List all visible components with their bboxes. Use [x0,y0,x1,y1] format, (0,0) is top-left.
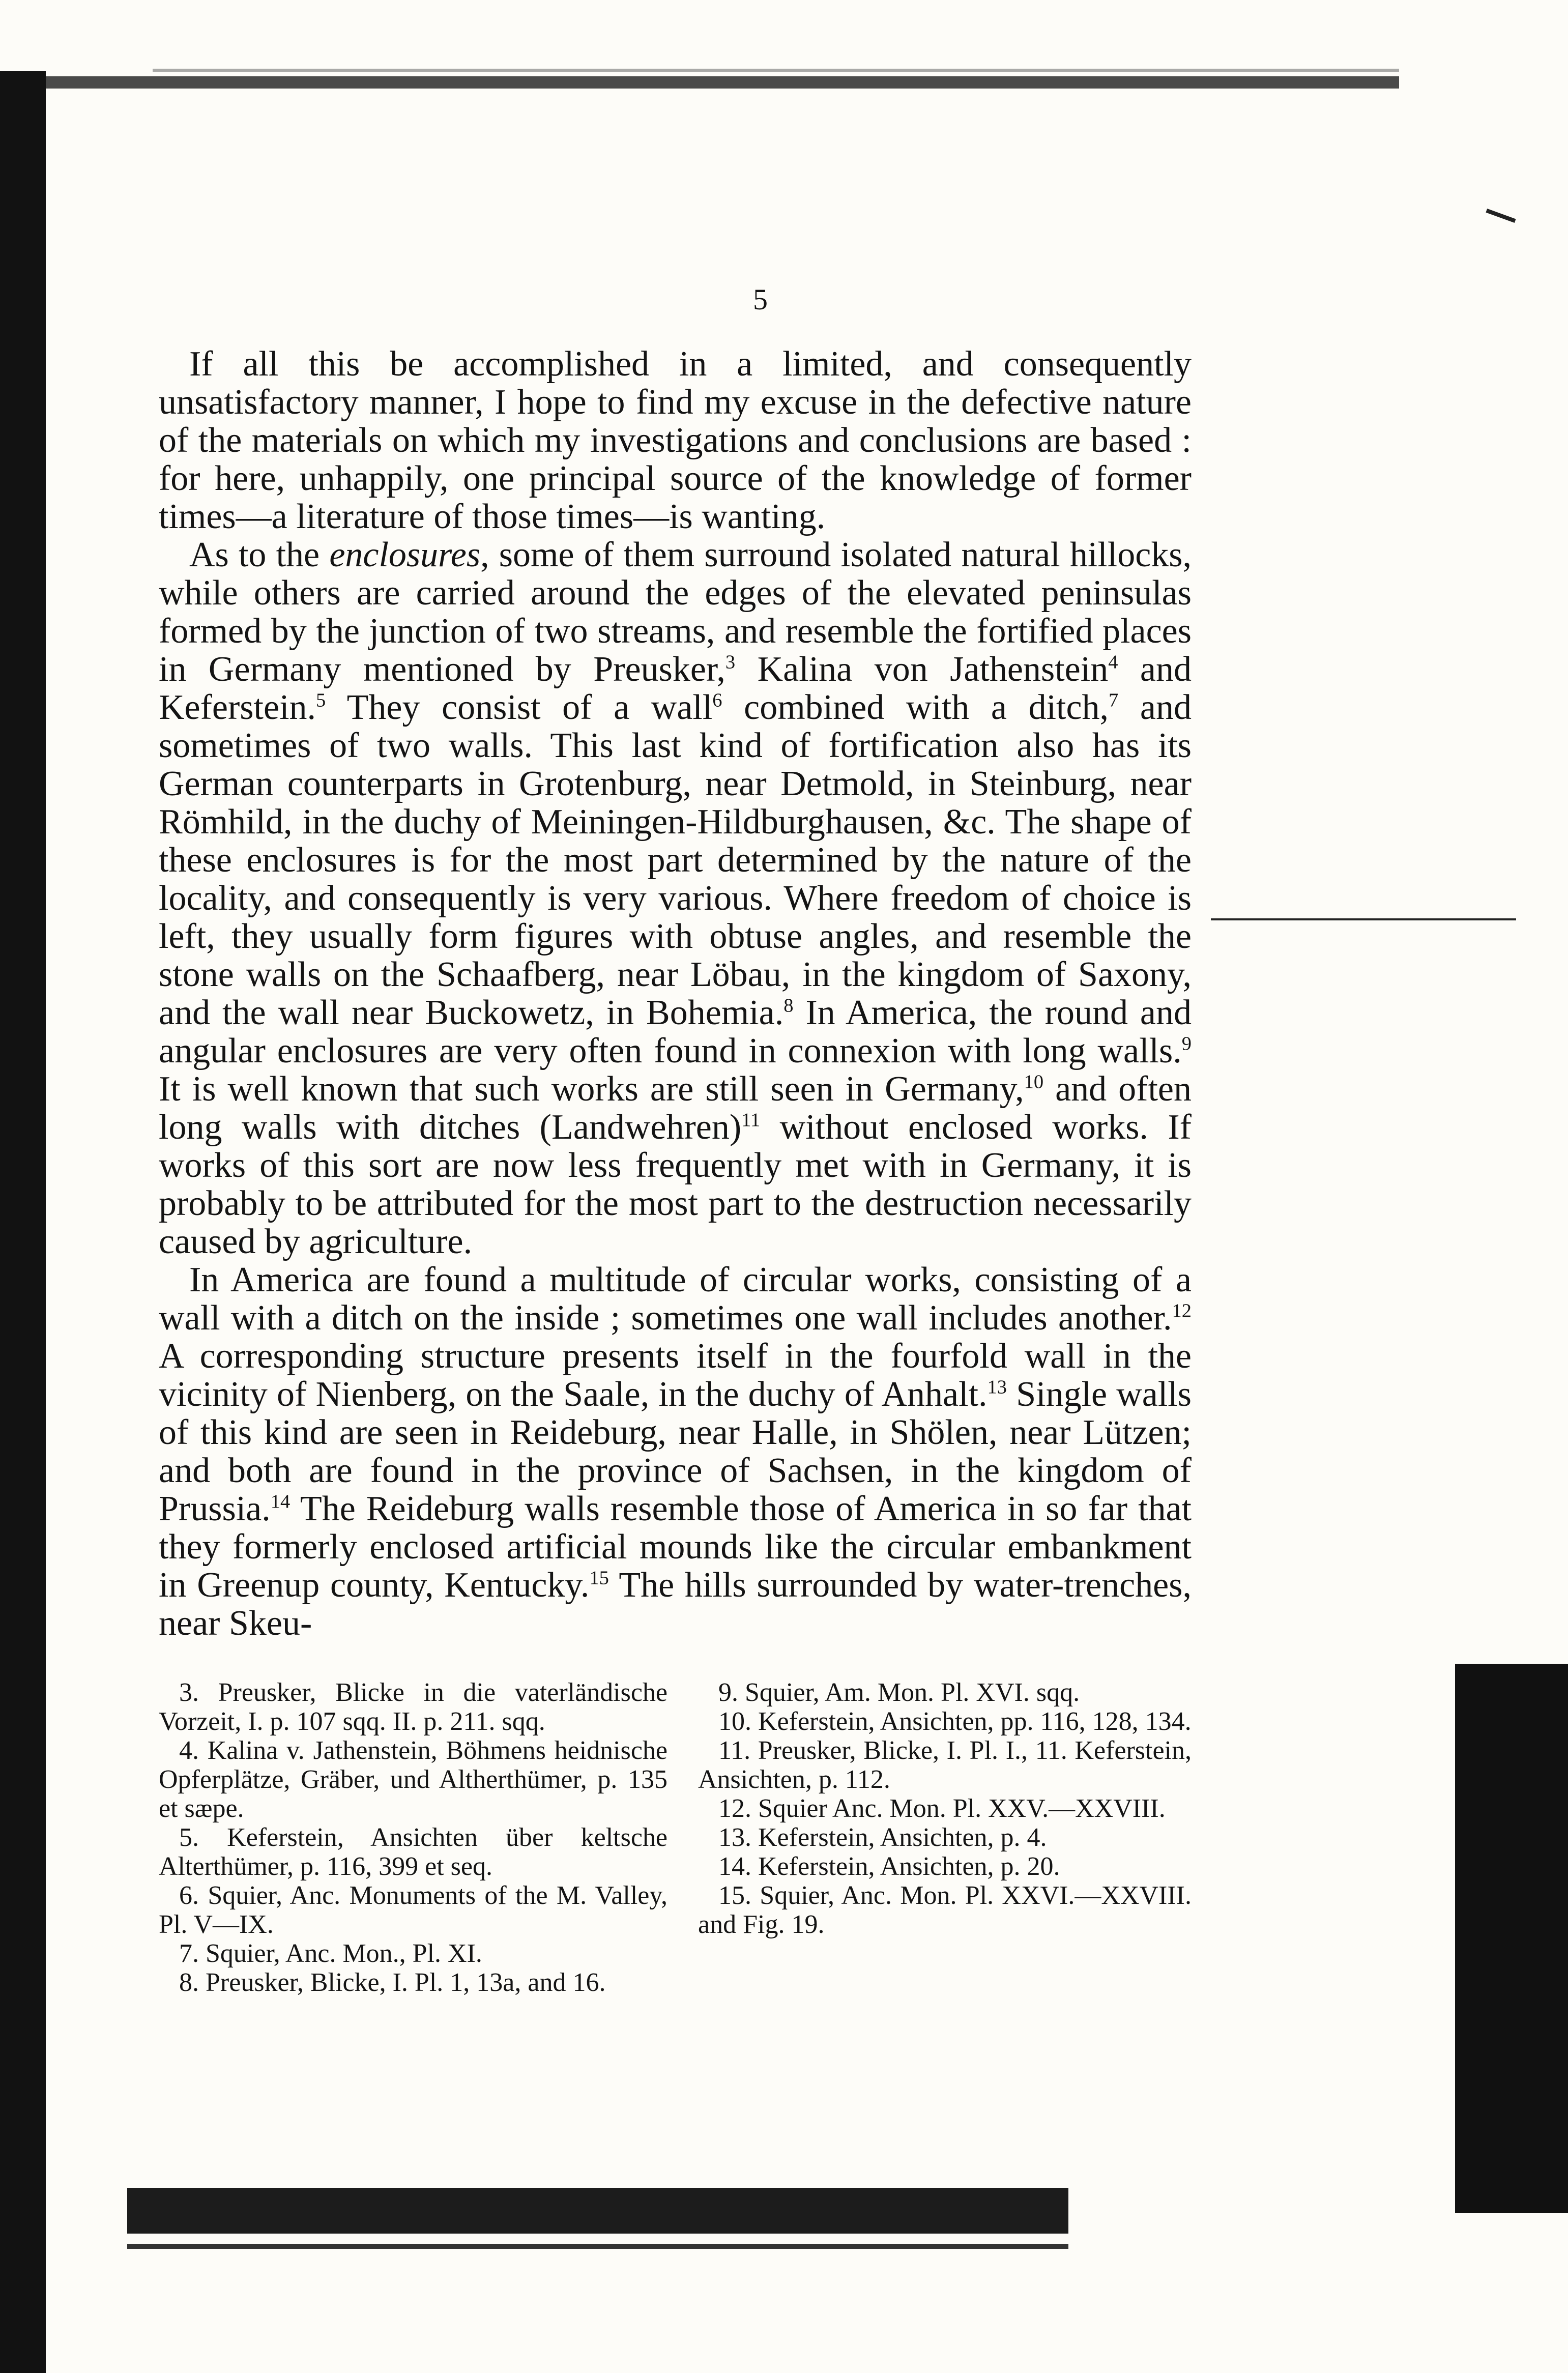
text-run: and Keferstein. [159,650,1192,727]
footnote-ref: 14 [270,1491,291,1513]
text-run: As to the [189,535,330,574]
text-run: A corresponding structure presents itself in the fourfold wall in the vicinity of Nienberg, on the Saale, in the duchy of Anhalt. [159,1337,1192,1414]
scan-edge-left [0,71,46,2373]
emphasis-text: enclosures [329,535,481,574]
scan-edge-right [1455,1664,1568,2213]
scan-speck [1486,209,1516,223]
scan-stray-line [1211,918,1516,920]
paragraph [159,1261,1192,1642]
page-number: 5 [753,283,768,316]
text-run: They consist of a wall [326,688,713,727]
footnotes-left-column [159,1678,667,1997]
scan-edge-bottom-thin [127,2244,1068,2249]
text-run: Single walls of this kind are seen in Reideburg, near Halle, in Shölen, near Lützen; and both are found in the province of Sachsen, in the kingdom of Prussia. [159,1375,1192,1528]
footnote: 13. Keferstein, Ansichten, p. 4. [718,1823,1047,1852]
paragraph [159,345,1192,536]
footnote-ref: 13 [987,1376,1007,1398]
footnote-ref: 10 [1024,1071,1044,1093]
text-run: If all this be accomplished in a limited, and consequently unsatisfactory manner, I hope to find my excuse in the defective nature of the materials on which my investigations and conclusions are based : for here, unhappily, one principal source of the knowledge of former times—a literature of those times—is wanting. [159,344,1192,536]
footnote: 10. Keferstein, Ansichten, pp. 116, 128, 134. [718,1707,1192,1736]
footnote: 11. Preusker, Blicke, I. Pl. I., 11. Keferstein, Ansichten, p. 112. [698,1736,1192,1794]
footnote: 6. Squier, Anc. Monuments of the M. Valley, Pl. V—IX. [159,1881,667,1939]
text-run: Kalina von Jathenstein [735,650,1109,689]
footnote-ref: 12 [1172,1300,1192,1322]
text-run: combined with a ditch, [722,688,1109,727]
footnote: 9. Squier, Am. Mon. Pl. XVI. sqq. [718,1678,1080,1707]
footnote-ref: 4 [1108,651,1118,673]
text-run: and sometimes of two walls. This last kind of fortification also has its German counterparts in Grotenburg, near Detmold, in Steinburg, near Römhild, in the duchy of Meiningen-Hildburghausen, &c. The shape of these enclosures is for the most part determined by the nature of the locality, and consequently is very various. Where freedom of choice is left, they usually form figures with obtuse angles, and resemble the stone walls on the Schaafberg, near Löbau, in the kingdom of Saxony, and the wall near Buckowetz, in Bohemia. [159,688,1192,1032]
text-run: and often long walls with ditches (Landwehren) [159,1069,1192,1147]
footnote-ref: 5 [316,689,326,711]
footnote: 5. Keferstein, Ansichten über keltsche Alterthümer, p. 116, 399 et seq. [159,1823,667,1881]
text-run: It is well known that such works are still seen in Germany, [159,1069,1024,1109]
footnote-ref: 7 [1109,689,1119,711]
footnote: 4. Kalina v. Jathenstein, Böhmens heidnische Opferplätze, Gräber, und Altherthümer, p. 135 et sæpe. [159,1736,667,1823]
footnote: 8. Preusker, Blicke, I. Pl. 1, 13a, and 16. [179,1968,606,1997]
text-run: , some of them surround isolated natural hillocks, while others are carried around the edges of the elevated peninsulas formed by the junction of two streams, and resemble the fortified places in Germany mentioned by Preusker, [159,535,1192,689]
footnote: 14. Keferstein, Ansichten, p. 20. [718,1852,1060,1881]
body-text [159,345,1192,1642]
text-run: The Reideburg walls resemble those of America in so far that they formerly enclosed artificial mounds like the circular embankment in Greenup county, Kentucky. [159,1489,1192,1605]
paragraph [159,536,1192,1261]
footnote: 3. Preusker, Blicke in die vaterländische Vorzeit, I. p. 107 sqq. II. p. 211. sqq. [159,1678,667,1736]
text-run: The hills surrounded by water-trenches, near Skeu- [159,1566,1192,1643]
scan-edge-top [46,76,1399,89]
footnote-ref: 6 [712,689,722,711]
text-run: In America are found a multitude of circular works, consisting of a wall with a ditch on the inside ; sometimes one wall includes another. [159,1260,1192,1338]
footnote-ref: 11 [741,1109,761,1131]
footnote-ref: 3 [725,651,736,673]
text-run: without enclosed works. If works of this sort are now less frequently met with in Germany, it is probably to be attributed for the most part to the destruction necessarily caused by agriculture. [159,1108,1192,1261]
footnote: 15. Squier, Anc. Mon. Pl. XXVI.—XXVIII. and Fig. 19. [698,1881,1192,1939]
footnote: 12. Squier Anc. Mon. Pl. XXV.—XXVIII. [718,1794,1166,1823]
footnote-ref: 9 [1181,1033,1192,1055]
footnotes-right-column [698,1678,1192,1939]
text-run: In America, the round and angular enclosures are very often found in connexion with long walls. [159,993,1192,1070]
scan-edge-top-thin [153,69,1399,72]
scan-edge-bottom [127,2188,1068,2234]
footnote-ref: 8 [783,995,794,1017]
footnote: 7. Squier, Anc. Mon., Pl. XI. [179,1939,482,1968]
footnote-ref: 15 [589,1567,609,1589]
